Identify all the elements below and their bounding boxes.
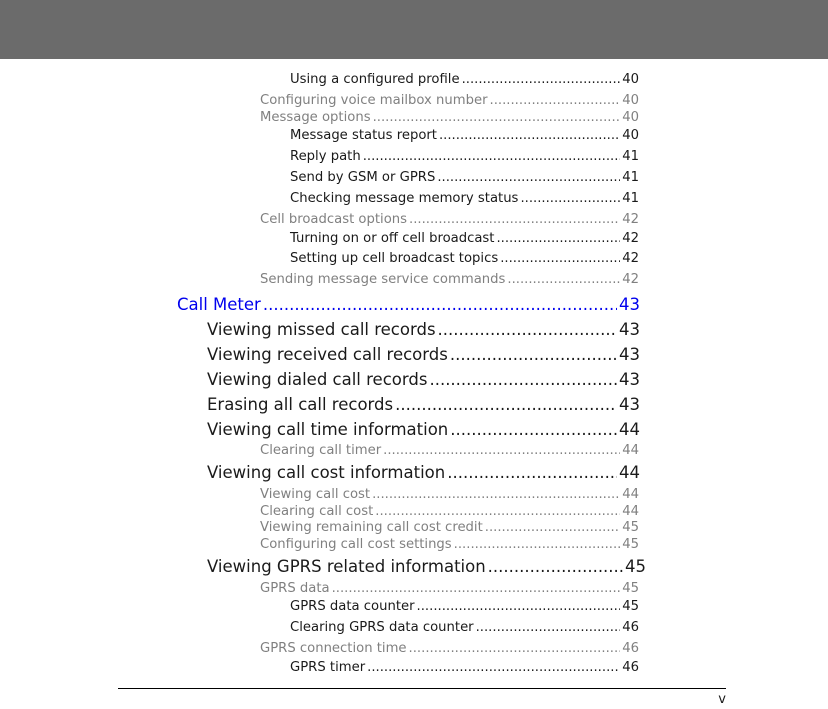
dot-leader	[454, 537, 621, 552]
toc-entry-label: GPRS timer	[290, 660, 366, 675]
toc-entry-page: 41	[622, 191, 639, 206]
page-number: v	[718, 692, 726, 707]
dot-leader	[417, 599, 621, 614]
toc-entry-label: Message options	[260, 110, 371, 125]
toc-entry-page: 42	[622, 272, 639, 287]
dot-leader	[450, 345, 617, 364]
toc-entry[interactable]	[207, 370, 640, 389]
toc-entry[interactable]	[260, 487, 639, 502]
toc-entry-label: GPRS connection time	[260, 641, 407, 656]
toc-entry-page: 40	[622, 110, 639, 125]
toc-entry[interactable]	[260, 212, 639, 227]
toc-entry-label: Viewing call time information	[207, 420, 449, 439]
toc-entry-page: 41	[622, 149, 639, 164]
toc-entry[interactable]	[207, 320, 640, 339]
toc-entry-page: 42	[622, 251, 639, 266]
toc-entry-label: Configuring voice mailbox number	[260, 93, 488, 108]
dot-leader	[450, 420, 617, 439]
dot-leader	[437, 170, 620, 185]
toc-entry-page: 45	[625, 557, 646, 576]
toc-entry[interactable]	[260, 93, 639, 108]
toc-entry-label: Setting up cell broadcast topics	[290, 251, 499, 266]
toc-entry-page: 43	[619, 395, 640, 414]
toc-entry[interactable]	[290, 170, 639, 185]
toc-entry-label: Clearing call timer	[260, 443, 382, 458]
toc-entry-page: 44	[622, 487, 639, 502]
toc-entry-label: Turning on or off cell broadcast	[290, 231, 495, 246]
toc-entry-page: 44	[619, 463, 640, 482]
dot-leader	[429, 370, 617, 389]
toc-entry-page: 44	[622, 504, 639, 519]
toc-entry-page: 45	[622, 581, 639, 596]
toc-entry[interactable]	[207, 395, 640, 414]
dot-leader	[476, 620, 621, 635]
toc-entry-label: Viewing dialed call records	[207, 370, 428, 389]
toc-entry-label: Clearing call cost	[260, 504, 374, 519]
toc-entry-page: 44	[622, 443, 639, 458]
dot-leader	[332, 581, 621, 596]
toc-entry-label: GPRS data counter	[290, 599, 415, 614]
toc-entry-label: Viewing GPRS related information	[207, 557, 486, 576]
dot-leader	[447, 463, 617, 482]
toc-entry-page: 40	[622, 128, 639, 143]
toc-entry-label: Sending message service commands	[260, 272, 506, 287]
toc-entry[interactable]	[260, 110, 639, 125]
dot-leader	[263, 295, 617, 314]
toc-entry-label: Viewing missed call records	[207, 320, 436, 339]
toc-entry-label: Viewing remaining call cost credit	[260, 520, 483, 535]
toc-entry-label: Clearing GPRS data counter	[290, 620, 474, 635]
toc-entry-page: 42	[622, 231, 639, 246]
toc-entry-label: Viewing received call records	[207, 345, 448, 364]
toc-entry-page: 41	[622, 170, 639, 185]
toc-entry[interactable]	[207, 345, 640, 364]
dot-leader	[375, 504, 620, 519]
dot-leader	[363, 149, 621, 164]
toc-entry-page: 43	[619, 295, 640, 314]
dot-leader	[395, 395, 617, 414]
toc-entry[interactable]	[260, 581, 639, 596]
toc-entry-page: 40	[622, 93, 639, 108]
dot-leader	[372, 487, 620, 502]
toc-entry[interactable]	[260, 641, 639, 656]
dot-leader	[485, 520, 620, 535]
toc-entry-page: 45	[622, 520, 639, 535]
toc-entry-page: 45	[622, 537, 639, 552]
toc-entry-label: Using a configured profile	[290, 72, 460, 87]
toc-entry[interactable]	[260, 537, 639, 552]
toc-entry[interactable]	[290, 620, 639, 635]
dot-leader	[409, 641, 621, 656]
dot-leader	[490, 93, 621, 108]
toc-entry[interactable]	[260, 443, 639, 458]
toc-entry-page: 43	[619, 370, 640, 389]
dot-leader	[367, 660, 620, 675]
toc-entry[interactable]	[260, 520, 639, 535]
dot-leader	[438, 320, 617, 339]
dot-leader	[439, 128, 620, 143]
dot-leader	[496, 231, 620, 246]
toc-entry[interactable]	[290, 72, 639, 87]
toc-entry-label: Call Meter	[177, 295, 261, 314]
toc-entry-page: 46	[622, 660, 639, 675]
dot-leader	[373, 110, 621, 125]
toc-entry[interactable]	[207, 420, 640, 439]
toc-entry[interactable]	[260, 272, 639, 287]
toc-chapter-link[interactable]	[177, 295, 640, 314]
toc-entry-label: Message status report	[290, 128, 437, 143]
toc-entry[interactable]	[290, 128, 639, 143]
dot-leader	[520, 191, 620, 206]
toc-entry-page: 42	[622, 212, 639, 227]
dot-leader	[409, 212, 620, 227]
toc-entry-page: 45	[622, 599, 639, 614]
toc-entry-label: Configuring call cost settings	[260, 537, 452, 552]
toc-entry[interactable]	[290, 599, 639, 614]
toc-entry[interactable]	[290, 251, 639, 266]
toc-entry[interactable]	[290, 191, 639, 206]
toc-entry-label: Viewing call cost	[260, 487, 371, 502]
toc-entry-page: 43	[619, 320, 640, 339]
toc-entry-page: 40	[622, 72, 639, 87]
toc-entry-page: 44	[619, 420, 640, 439]
toc-entry-page: 43	[619, 345, 640, 364]
footer-rule	[118, 688, 726, 689]
toc-entry-page: 46	[622, 620, 639, 635]
toc-entry-label: Viewing call cost information	[207, 463, 446, 482]
toc-entry-label: Reply path	[290, 149, 361, 164]
toc-entry[interactable]	[290, 149, 639, 164]
dot-leader	[462, 72, 621, 87]
dot-leader	[500, 251, 620, 266]
toc-entry-label: Checking message memory status	[290, 191, 519, 206]
toc-entry[interactable]	[207, 463, 640, 482]
dot-leader	[507, 272, 620, 287]
toc-entry-label: Erasing all call records	[207, 395, 394, 414]
dot-leader	[488, 557, 623, 576]
toc-entry[interactable]	[290, 231, 639, 246]
toc-entry[interactable]	[260, 504, 639, 519]
dot-leader	[383, 443, 620, 458]
toc-entry[interactable]	[207, 557, 646, 576]
toc-entry[interactable]	[290, 660, 639, 675]
toc-entry-label: Send by GSM or GPRS	[290, 170, 436, 185]
toc-entry-label: Cell broadcast options	[260, 212, 408, 227]
toc-entry-page: 46	[622, 641, 639, 656]
toc-entry-label: GPRS data	[260, 581, 330, 596]
